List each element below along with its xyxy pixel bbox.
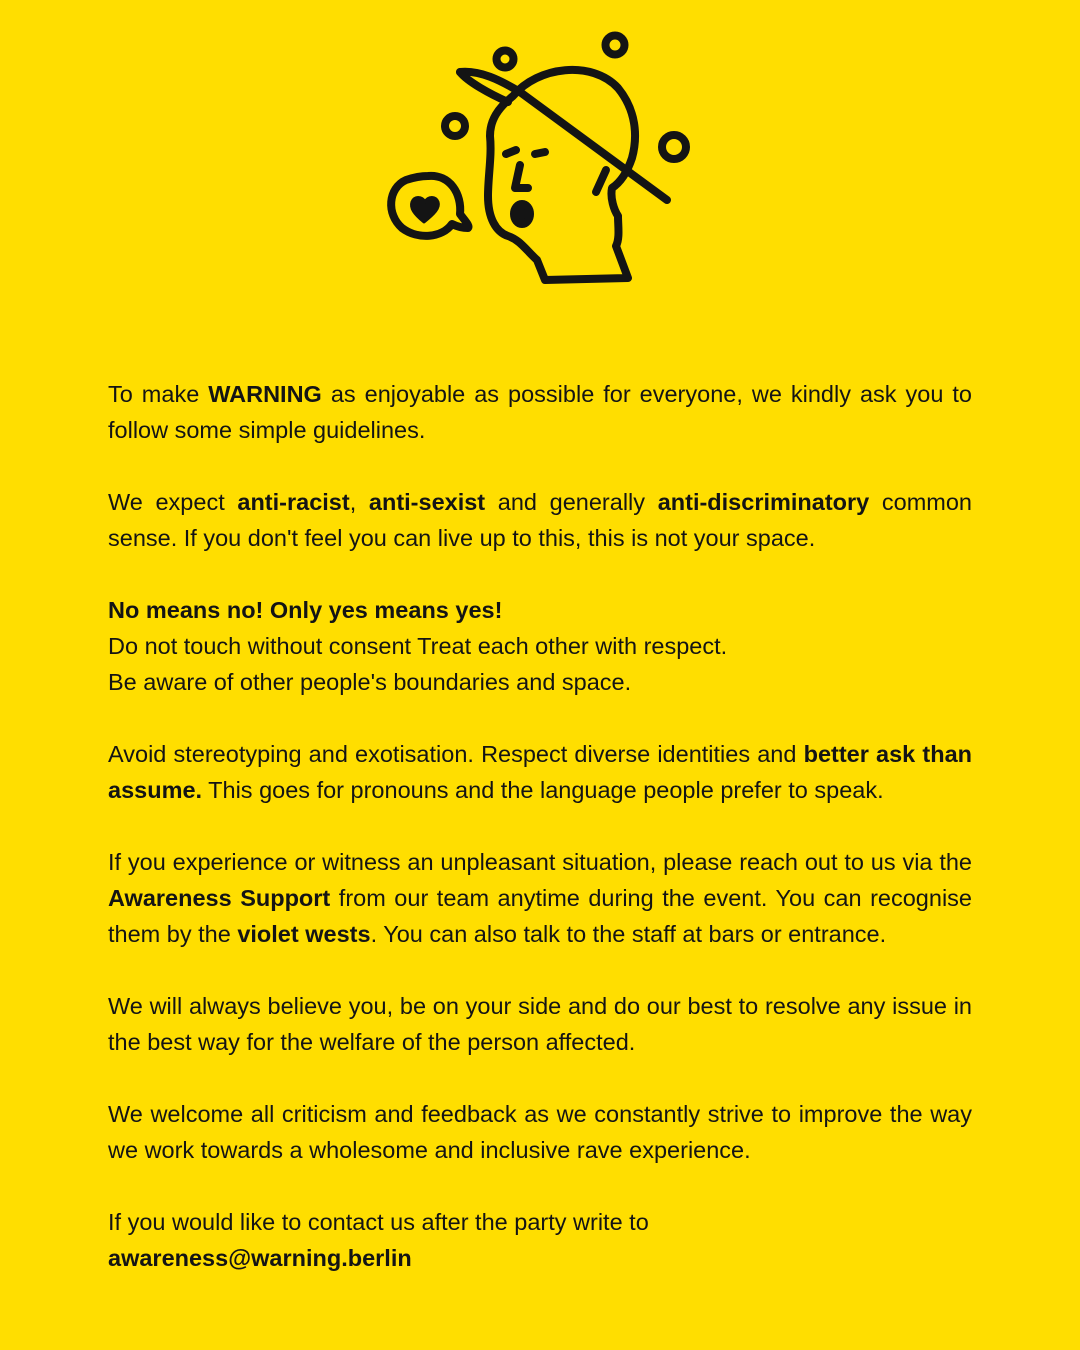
feedback-paragraph (108, 1096, 972, 1168)
support-text: If you experience or witness an unpleasant situation, please reach out to us via the (108, 849, 972, 875)
identities-text: This goes for pronouns and the language people prefer to speak. (202, 777, 884, 803)
consent-paragraph (108, 592, 972, 700)
eye-icon (506, 150, 516, 154)
event-name: WARNING (208, 381, 322, 407)
expect-text: and generally (485, 489, 658, 515)
nose-icon (515, 165, 528, 188)
contact-paragraph (108, 1204, 972, 1276)
anti-discriminatory-text: anti-discriminatory (657, 489, 870, 515)
anti-sexist-text: anti-sexist (368, 489, 486, 515)
bubble-circle-icon (662, 135, 686, 159)
expect-text: , (349, 489, 369, 515)
head-with-cap-and-heart-speech-bubble-icon (380, 28, 700, 293)
violet-wests-text: violet wests (237, 921, 371, 947)
intro-text: To make (108, 381, 209, 407)
expectations-paragraph (108, 484, 972, 556)
expect-text: common sense. If you don't feel you can live up to this, this is not your space. (108, 489, 972, 551)
anti-racist-text: anti-racist (237, 489, 350, 515)
mouth-icon (514, 204, 530, 224)
bubble-circle-icon (606, 36, 625, 55)
bubble-circle-icon (497, 51, 514, 68)
support-text: from our team anytime during the event. You can recognise them by the (108, 885, 972, 947)
awareness-support-text: Awareness Support (108, 885, 331, 911)
identities-paragraph (108, 736, 972, 808)
bubble-circle-icon (445, 116, 465, 136)
believe-text: We will always believe you, be on your side and do our best to resolve any issue in the best way for the welfare of the person affected. (108, 993, 972, 1055)
better-ask-text: better ask than assume. (108, 741, 972, 803)
identities-text: Avoid stereotyping and exotisation. Respect diverse identities and (108, 741, 804, 767)
believe-paragraph (108, 988, 972, 1060)
expect-text: We expect (108, 489, 238, 515)
intro-text: as enjoyable as possible for everyone, we kindly ask you to follow some simple guidelines. (108, 381, 972, 443)
intro-paragraph (108, 376, 972, 448)
support-text: . You can also talk to the staff at bars or entrance. (370, 921, 887, 947)
feedback-text: We welcome all criticism and feedback as we constantly strive to improve the way we work towards a wholesome and inclusive rave experience. (108, 1101, 972, 1163)
consent-line: Be aware of other people's boundaries and space. (108, 669, 632, 695)
guidelines-text (108, 376, 972, 1276)
contact-email[interactable]: awareness@warning.berlin (108, 1245, 412, 1271)
heart-icon (412, 198, 439, 223)
consent-line: Do not touch without consent Treat each other with respect. (108, 633, 728, 659)
consent-heading: No means no! Only yes means yes! (108, 597, 503, 623)
eye-icon (535, 152, 545, 154)
contact-text: If you would like to contact us after the party write to (108, 1209, 649, 1235)
ear-icon (596, 170, 606, 192)
support-paragraph (108, 844, 972, 952)
